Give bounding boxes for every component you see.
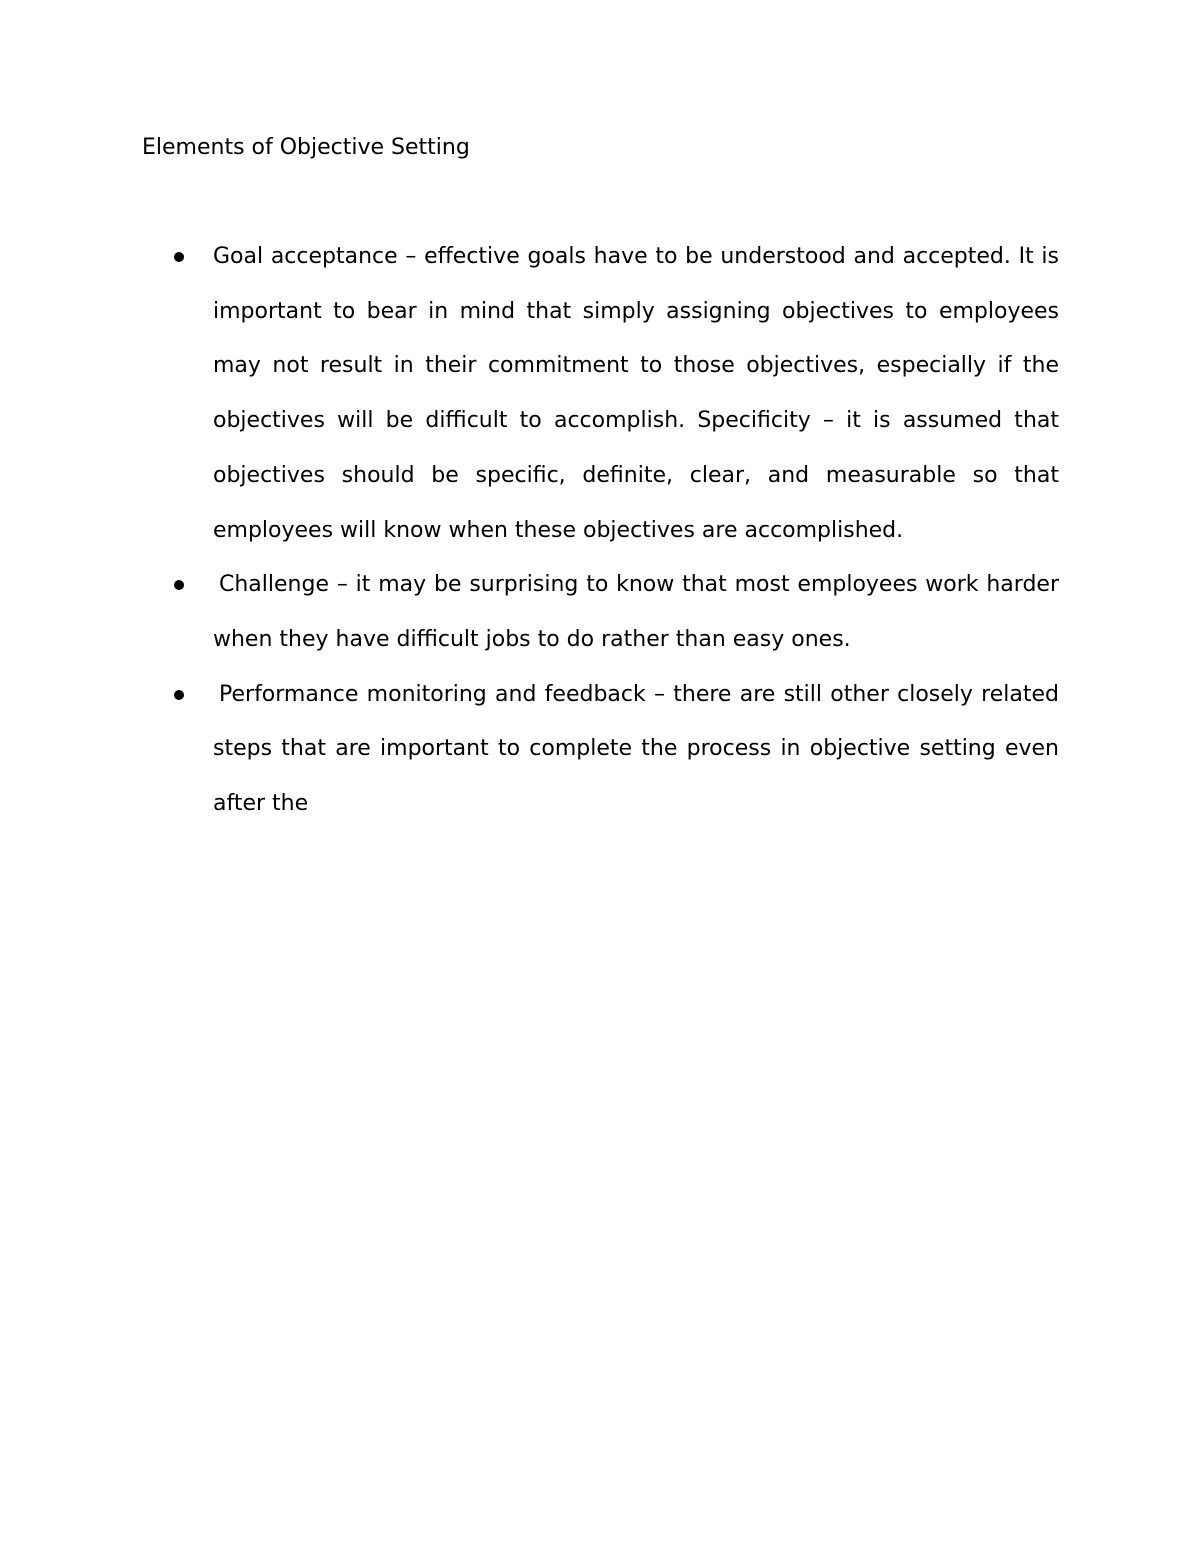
list-item — [142, 668, 1059, 832]
bullet-text: Challenge – it may be surprising to know that most employees work harder when they have difficult jobs to do rather than easy ones. — [213, 572, 1059, 652]
bullet-icon — [174, 252, 184, 262]
bullet-text: Performance monitoring and feedback – there are still other closely related steps that are important to complete the process in objective setting even after the — [213, 681, 1059, 817]
bullet-icon — [174, 580, 184, 590]
bullet-text: Goal acceptance – effective goals have to be understood and accepted. It is important to bear in mind that simply assigning objectives to employees may not result in their commitment to those objectives, especially if the objectives will be difficult to accomplish. Specificity – it is assumed that objectives should be specific, definite, clear, and measurable so that employees will know when these objectives are accomplished. — [213, 244, 1059, 543]
list-item — [142, 230, 1059, 558]
bullet-list — [142, 230, 1059, 832]
document-title: Elements of Objective Setting — [142, 135, 470, 160]
bullet-icon — [174, 690, 184, 700]
list-item — [142, 558, 1059, 667]
